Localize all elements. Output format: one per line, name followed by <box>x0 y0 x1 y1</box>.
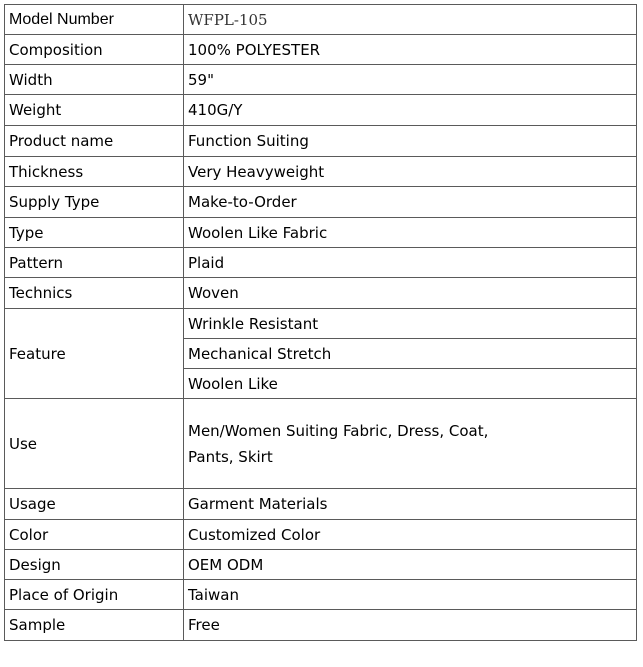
label-use: Use <box>5 399 184 489</box>
value-design: OEM ODM <box>184 550 637 580</box>
label-supply-type: Supply Type <box>5 187 184 218</box>
value-use-line-2: Pants, Skirt <box>188 447 273 466</box>
label-technics: Technics <box>5 278 184 309</box>
value-pattern: Plaid <box>184 248 637 278</box>
label-place-of-origin: Place of Origin <box>5 580 184 610</box>
row-model-number <box>5 5 637 35</box>
label-pattern: Pattern <box>5 248 184 278</box>
row-technics <box>5 278 637 309</box>
product-spec-table <box>4 4 637 641</box>
label-product-name: Product name <box>5 126 184 157</box>
row-composition <box>5 35 637 65</box>
value-weight: 410G/Y <box>184 95 637 126</box>
row-sample <box>5 610 637 641</box>
label-weight: Weight <box>5 95 184 126</box>
label-composition: Composition <box>5 35 184 65</box>
row-use <box>5 399 637 489</box>
row-pattern <box>5 248 637 278</box>
label-thickness: Thickness <box>5 157 184 187</box>
value-usage: Garment Materials <box>184 489 637 520</box>
label-sample: Sample <box>5 610 184 641</box>
value-use <box>184 399 637 489</box>
row-weight <box>5 95 637 126</box>
label-width: Width <box>5 65 184 95</box>
row-feature <box>5 309 637 339</box>
value-sample: Free <box>184 610 637 641</box>
value-technics: Woven <box>184 278 637 309</box>
row-width <box>5 65 637 95</box>
label-color: Color <box>5 520 184 550</box>
row-type <box>5 218 637 248</box>
value-use-line-1: Men/Women Suiting Fabric, Dress, Coat, <box>188 421 489 440</box>
row-usage <box>5 489 637 520</box>
value-product-name: Function Suiting <box>184 126 637 157</box>
row-supply-type <box>5 187 637 218</box>
value-color: Customized Color <box>184 520 637 550</box>
value-type: Woolen Like Fabric <box>184 218 637 248</box>
label-design: Design <box>5 550 184 580</box>
value-feature-1: Wrinkle Resistant <box>184 309 637 339</box>
row-thickness <box>5 157 637 187</box>
value-place-of-origin: Taiwan <box>184 580 637 610</box>
label-usage: Usage <box>5 489 184 520</box>
row-color <box>5 520 637 550</box>
label-feature: Feature <box>5 309 184 399</box>
label-model-number: Model Number <box>5 5 184 35</box>
value-width: 59" <box>184 65 637 95</box>
value-composition: 100% POLYESTER <box>184 35 637 65</box>
value-feature-2: Mechanical Stretch <box>184 339 637 369</box>
row-place-of-origin <box>5 580 637 610</box>
row-design <box>5 550 637 580</box>
value-supply-type: Make-to-Order <box>184 187 637 218</box>
value-thickness: Very Heavyweight <box>184 157 637 187</box>
value-model-number: WFPL-105 <box>184 5 637 35</box>
value-feature-3: Woolen Like <box>184 369 637 399</box>
label-type: Type <box>5 218 184 248</box>
row-product-name <box>5 126 637 157</box>
